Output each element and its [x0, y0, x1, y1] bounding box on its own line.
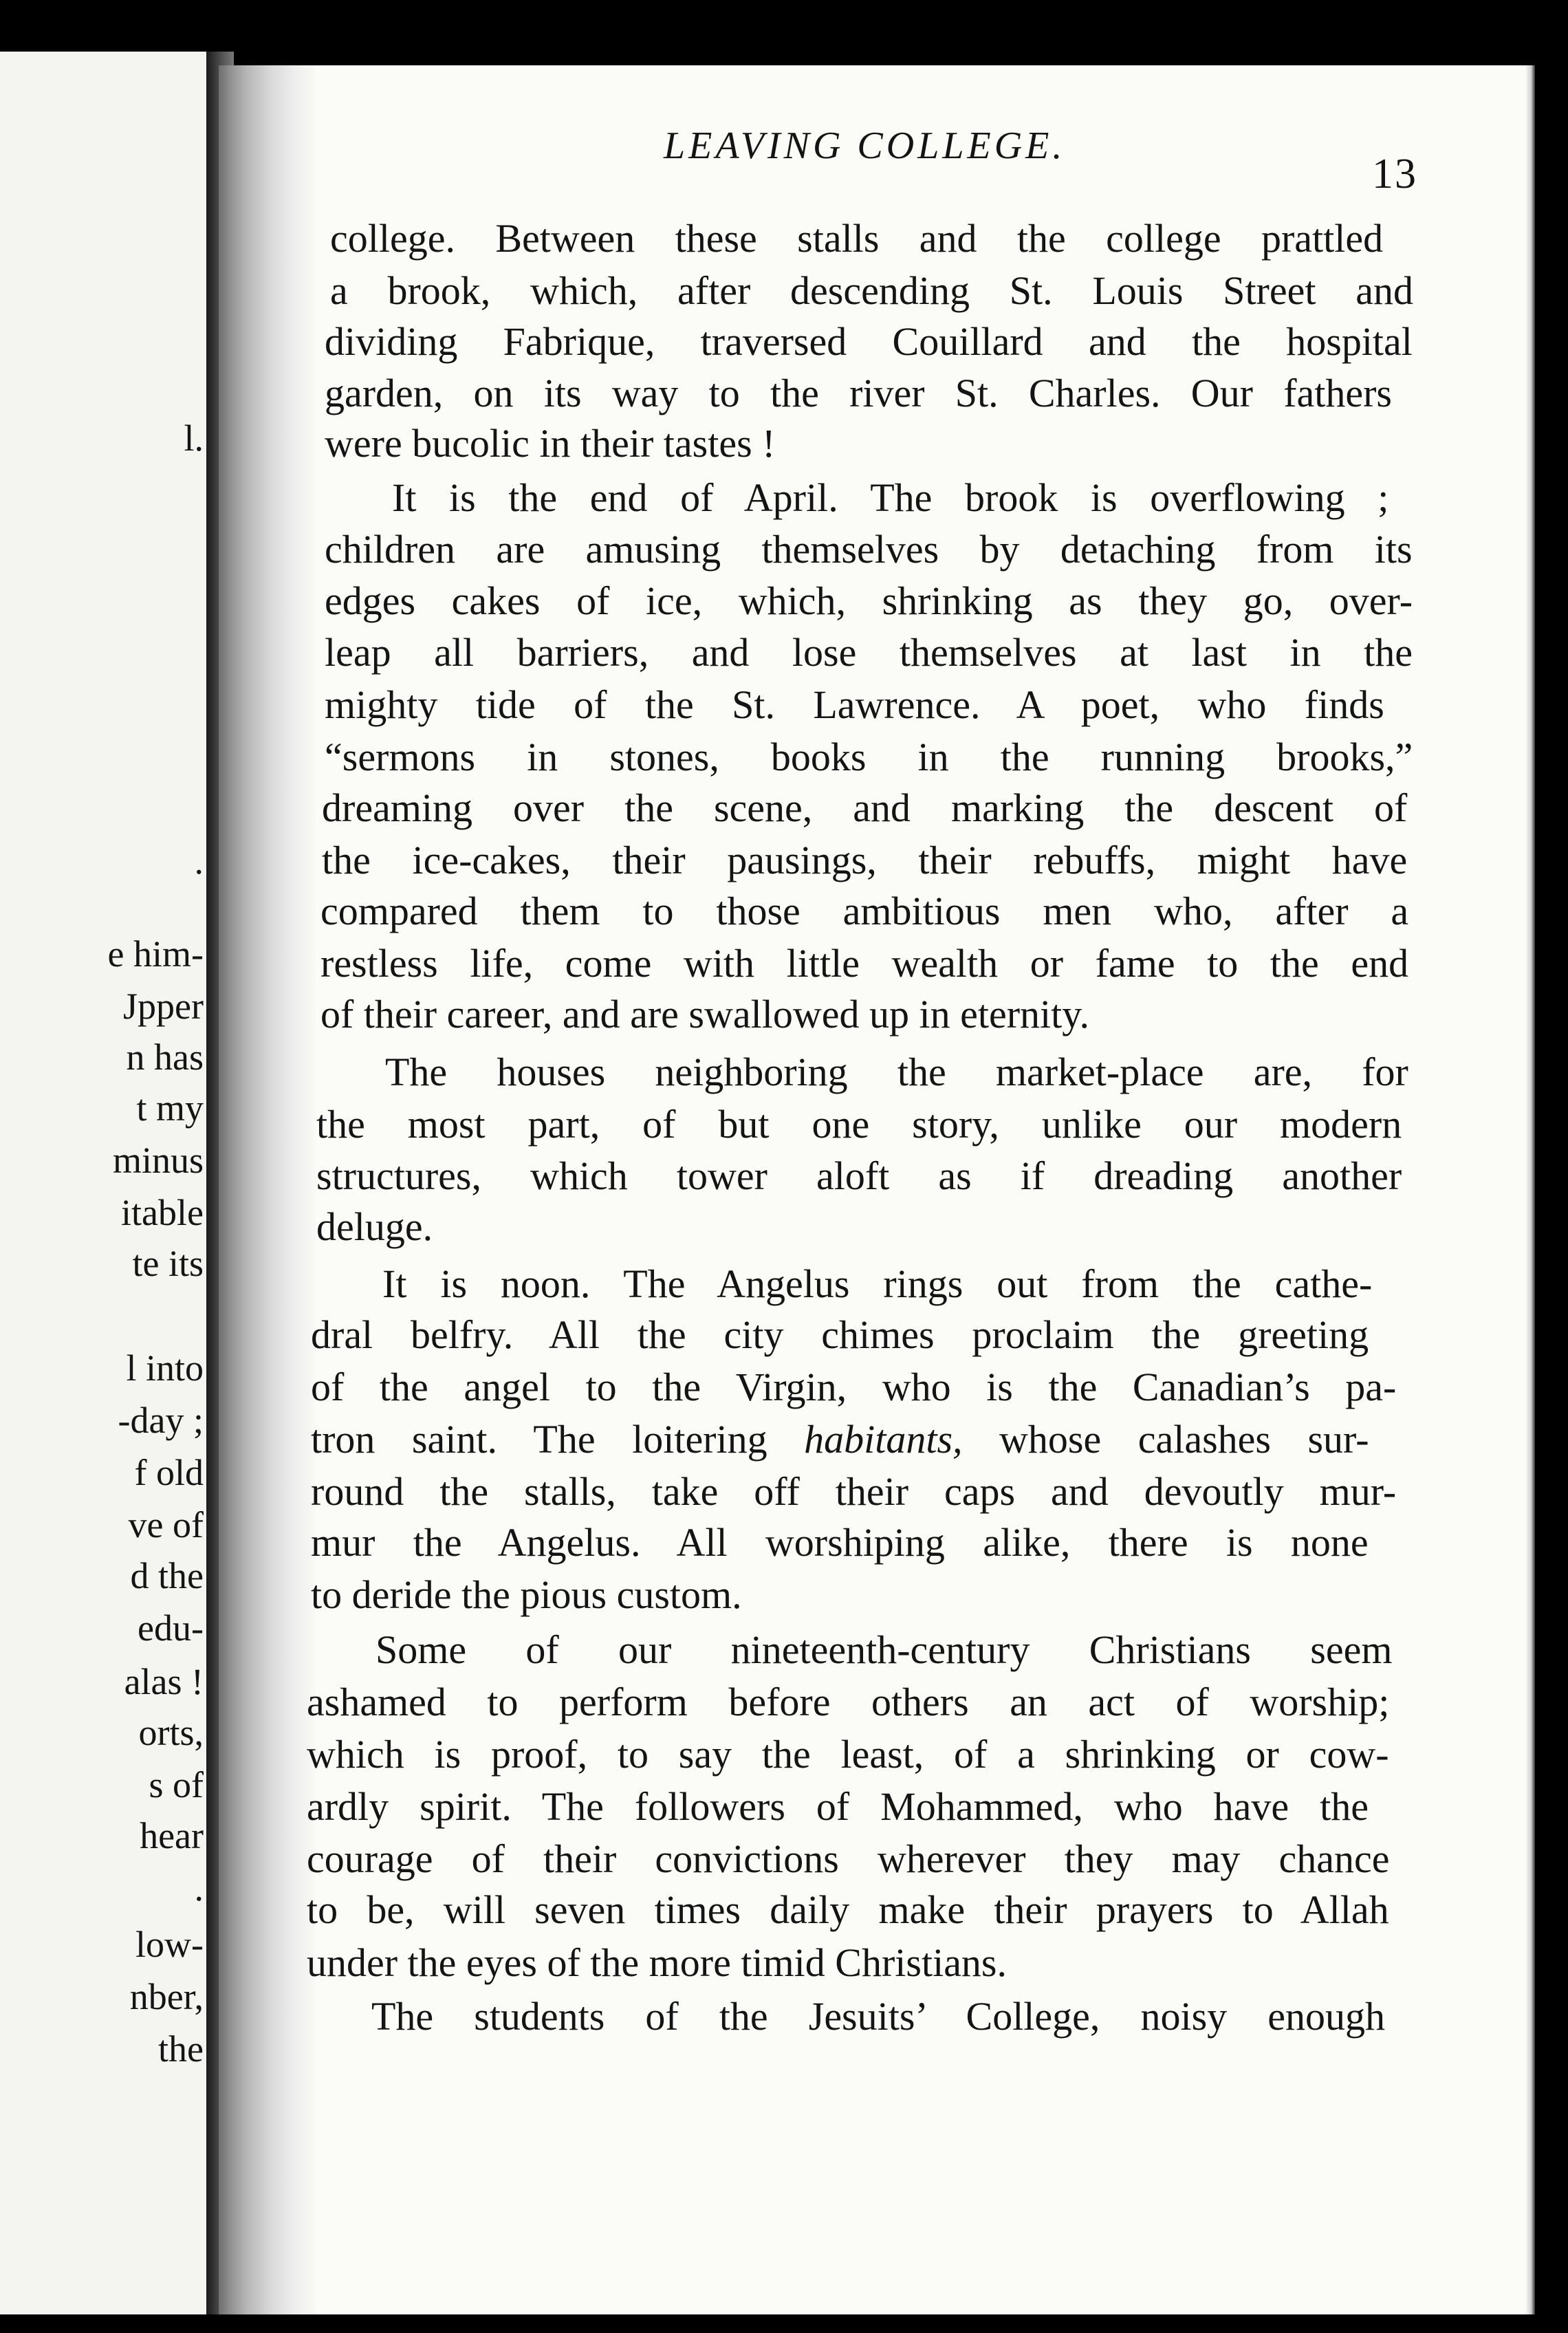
text-line: ashamed to perform before others an act of worship;: [307, 1680, 1390, 1724]
previous-page-text-fragment: Jpper: [123, 986, 204, 1027]
text-line: the most part, of but one story, unlike our modern: [316, 1102, 1402, 1147]
text-line: “sermons in stones, books in the running brooks,”: [325, 735, 1413, 779]
previous-page-text-fragment: te its: [132, 1243, 204, 1284]
previous-page-text-fragment: t my: [136, 1087, 204, 1129]
text-line: to be, will seven times daily make their prayers to Allah: [307, 1887, 1389, 1932]
previous-page-text-fragment: alas !: [124, 1661, 204, 1702]
text-line: It is the end of April. The brook is overflowing ;: [392, 475, 1389, 520]
previous-page-fragment: [0, 52, 219, 2314]
previous-page-text-fragment: -day ;: [118, 1400, 204, 1441]
page-right-edge: [1525, 65, 1535, 2314]
previous-page-text-fragment: ve of: [128, 1504, 204, 1545]
previous-page-text-fragment: l.: [184, 417, 204, 459]
previous-page-text-fragment: d the: [130, 1555, 204, 1596]
page-number: 13: [1372, 151, 1417, 197]
previous-page-text-fragment: .: [194, 1867, 204, 1909]
text-line: compared them to those ambitious men who, after a: [320, 889, 1409, 933]
previous-page-text-fragment: the: [158, 2028, 204, 2070]
previous-page-text-fragment: minus: [112, 1140, 204, 1181]
previous-page-text-fragment: nber,: [129, 1976, 204, 2017]
text-line: dividing Fabrique, traversed Couillard and the hospital: [325, 319, 1413, 364]
previous-page-text-fragment: f old: [134, 1452, 204, 1493]
text-segment: whose calashes sur-: [962, 1417, 1369, 1462]
text-line: ardly spirit. The followers of Mohammed, who have the: [307, 1784, 1369, 1829]
text-line: garden, on its way to the river St. Charles. Our fathers: [325, 371, 1393, 415]
previous-page-text-fragment: hear: [140, 1815, 204, 1856]
text-line: dral belfry. All the city chimes proclaim the greeting: [311, 1312, 1369, 1357]
text-line: dreaming over the scene, and marking the descent of: [322, 785, 1408, 830]
text-line: round the stalls, take off their caps and devoutly mur-: [311, 1469, 1397, 1514]
text-line: mighty tide of the St. Lawrence. A poet, who finds: [325, 682, 1384, 727]
text-line: were bucolic in their tastes !: [325, 421, 776, 466]
text-line: children are amusing themselves by detaching from its: [325, 527, 1413, 572]
text-line: courage of their convictions wherever they may chance: [307, 1836, 1390, 1881]
previous-page-text-fragment: low-: [135, 1924, 204, 1965]
previous-page-text-fragment: n has: [126, 1037, 204, 1078]
text-line: It is noon. The Angelus rings out from the cathe-: [382, 1261, 1373, 1306]
text-line: leap all barriers, and lose themselves at last in the: [325, 630, 1413, 675]
text-line: [311, 1417, 1369, 1462]
previous-page-text-fragment: edu-: [138, 1607, 204, 1649]
text-line: Some of our nineteenth-century Christians seem: [375, 1627, 1393, 1672]
text-line: under the eyes of the more timid Christians.: [307, 1940, 1008, 1985]
previous-page-text-fragment: .: [194, 840, 204, 882]
text-segment: tron saint. The loitering: [311, 1417, 805, 1462]
running-head: LEAVING COLLEGE.: [664, 124, 1066, 167]
text-line: a brook, which, after descending St. Louis Street and: [330, 268, 1413, 313]
text-line: which is proof, to say the least, of a shrinking or cow-: [307, 1732, 1389, 1777]
text-line: college. Between these stalls and the college prattled: [330, 216, 1384, 261]
text-line: to deride the pious custom.: [311, 1572, 742, 1617]
previous-page-text-fragment: itable: [121, 1192, 204, 1233]
text-line: of the angel to the Virgin, who is the Canadian’s pa-: [311, 1365, 1397, 1409]
text-line: edges cakes of ice, which, shrinking as they go, over-: [325, 578, 1413, 623]
text-line: restless life, come with little wealth or fame to the end: [320, 941, 1409, 986]
previous-page-text-fragment: s of: [149, 1764, 204, 1805]
italic-word: habitants,: [804, 1417, 963, 1462]
text-line: of their career, and are swallowed up in eternity.: [320, 992, 1089, 1037]
text-line: structures, which tower aloft as if dreading another: [316, 1153, 1402, 1198]
text-line: deluge.: [316, 1204, 433, 1249]
text-line: The students of the Jesuits’ College, noisy enough: [371, 1994, 1385, 2039]
previous-page-text-fragment: l into: [126, 1347, 204, 1389]
text-line: the ice-cakes, their pausings, their rebuffs, might have: [322, 838, 1408, 882]
text-line: mur the Angelus. All worshiping alike, there is none: [311, 1520, 1369, 1565]
text-line: The houses neighboring the market-place are, for: [385, 1050, 1408, 1094]
previous-page-text-fragment: orts,: [138, 1712, 204, 1753]
previous-page-text-fragment: e him-: [107, 933, 204, 975]
book-gutter-shadow: [219, 65, 315, 2314]
